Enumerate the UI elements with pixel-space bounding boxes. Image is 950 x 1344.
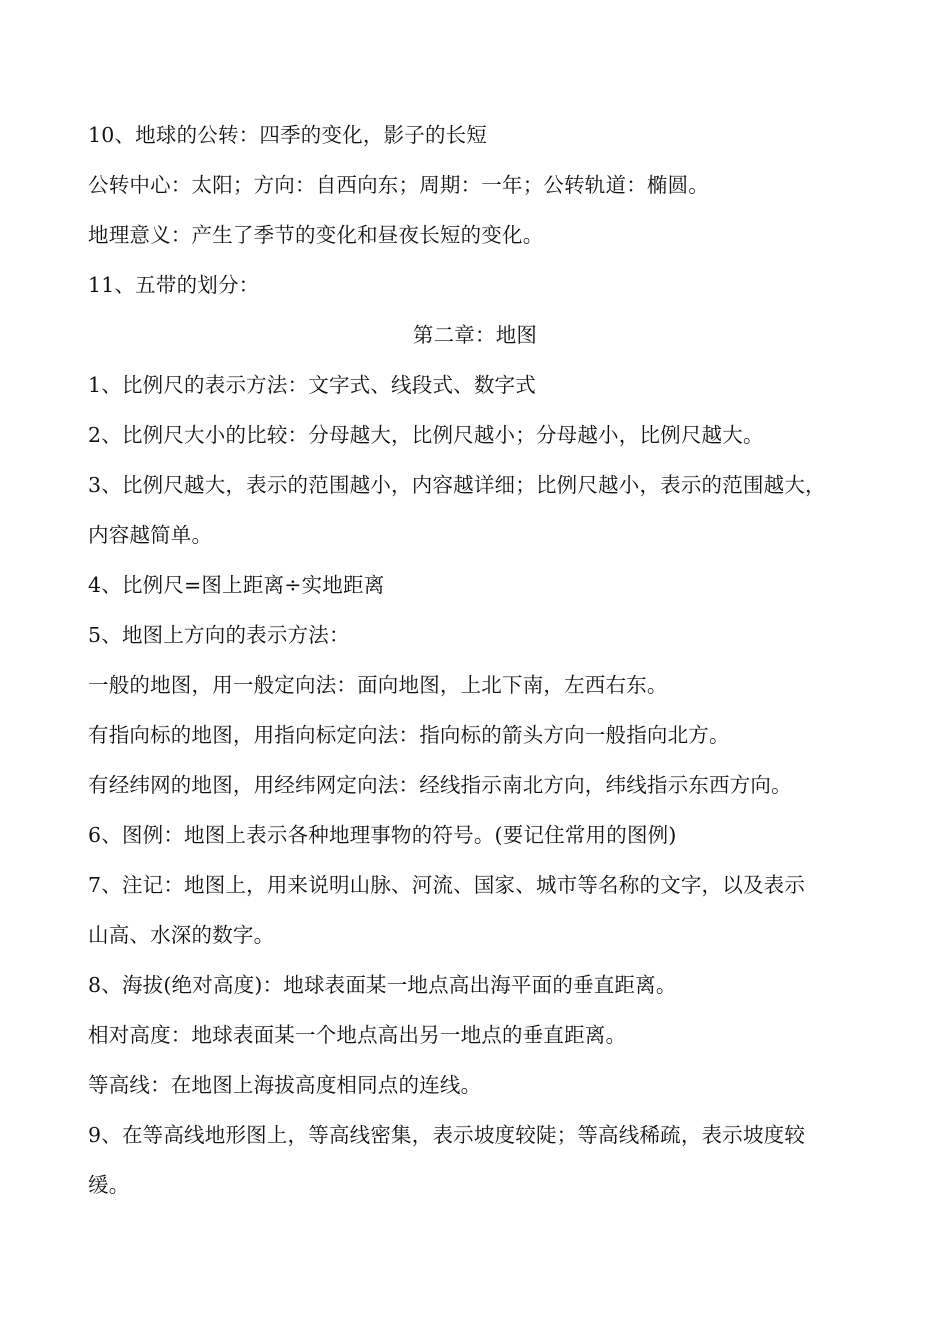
text-line: 6、图例：地图上表示各种地理事物的符号。(要记住常用的图例)	[88, 823, 677, 847]
text-line: 缓。	[88, 1173, 130, 1197]
text-line: 地理意义：产生了季节的变化和昼夜长短的变化。	[88, 223, 544, 247]
text-line: 10、地球的公转：四季的变化，影子的长短	[88, 123, 488, 147]
text-line: 山高、水深的数字。	[88, 923, 275, 947]
text-line: 11、五带的划分：	[88, 273, 260, 297]
chapter-heading: 第二章：地图	[412, 323, 538, 347]
text-line: 一般的地图，用一般定向法：面向地图，上北下南，左西右东。	[88, 673, 668, 697]
text-line: 1、比例尺的表示方法：文字式、线段式、数字式	[88, 373, 536, 397]
text-line: 3、比例尺越大，表示的范围越小，内容越详细；比例尺越小，表示的范围越大，	[88, 473, 826, 497]
text-line: 有指向标的地图，用指向标定向法：指向标的箭头方向一般指向北方。	[88, 723, 730, 747]
text-line: 内容越简单。	[88, 523, 213, 547]
text-line: 有经纬网的地图，用经纬网定向法：经线指示南北方向，纬线指示东西方向。	[88, 773, 792, 797]
text-line: 8、海拔(绝对高度)：地球表面某一地点高出海平面的垂直距离。	[88, 973, 677, 997]
text-line: 公转中心：太阳；方向：自西向东；周期：一年；公转轨道：椭圆。	[88, 173, 709, 197]
text-line: 7、注记：地图上，用来说明山脉、河流、国家、城市等名称的文字，以及表示	[88, 873, 806, 897]
text-line: 等高线：在地图上海拔高度相同点的连线。	[88, 1073, 482, 1097]
text-line: 5、地图上方向的表示方法：	[88, 623, 350, 647]
text-line: 相对高度：地球表面某一个地点高出另一地点的垂直距离。	[88, 1023, 627, 1047]
text-line: 9、在等高线地形图上，等高线密集，表示坡度较陡；等高线稀疏，表示坡度较	[88, 1123, 806, 1147]
text-line: 2、比例尺大小的比较：分母越大，比例尺越小；分母越小，比例尺越大。	[88, 423, 764, 447]
text-line: 4、比例尺=图上距离÷实地距离	[88, 573, 385, 597]
